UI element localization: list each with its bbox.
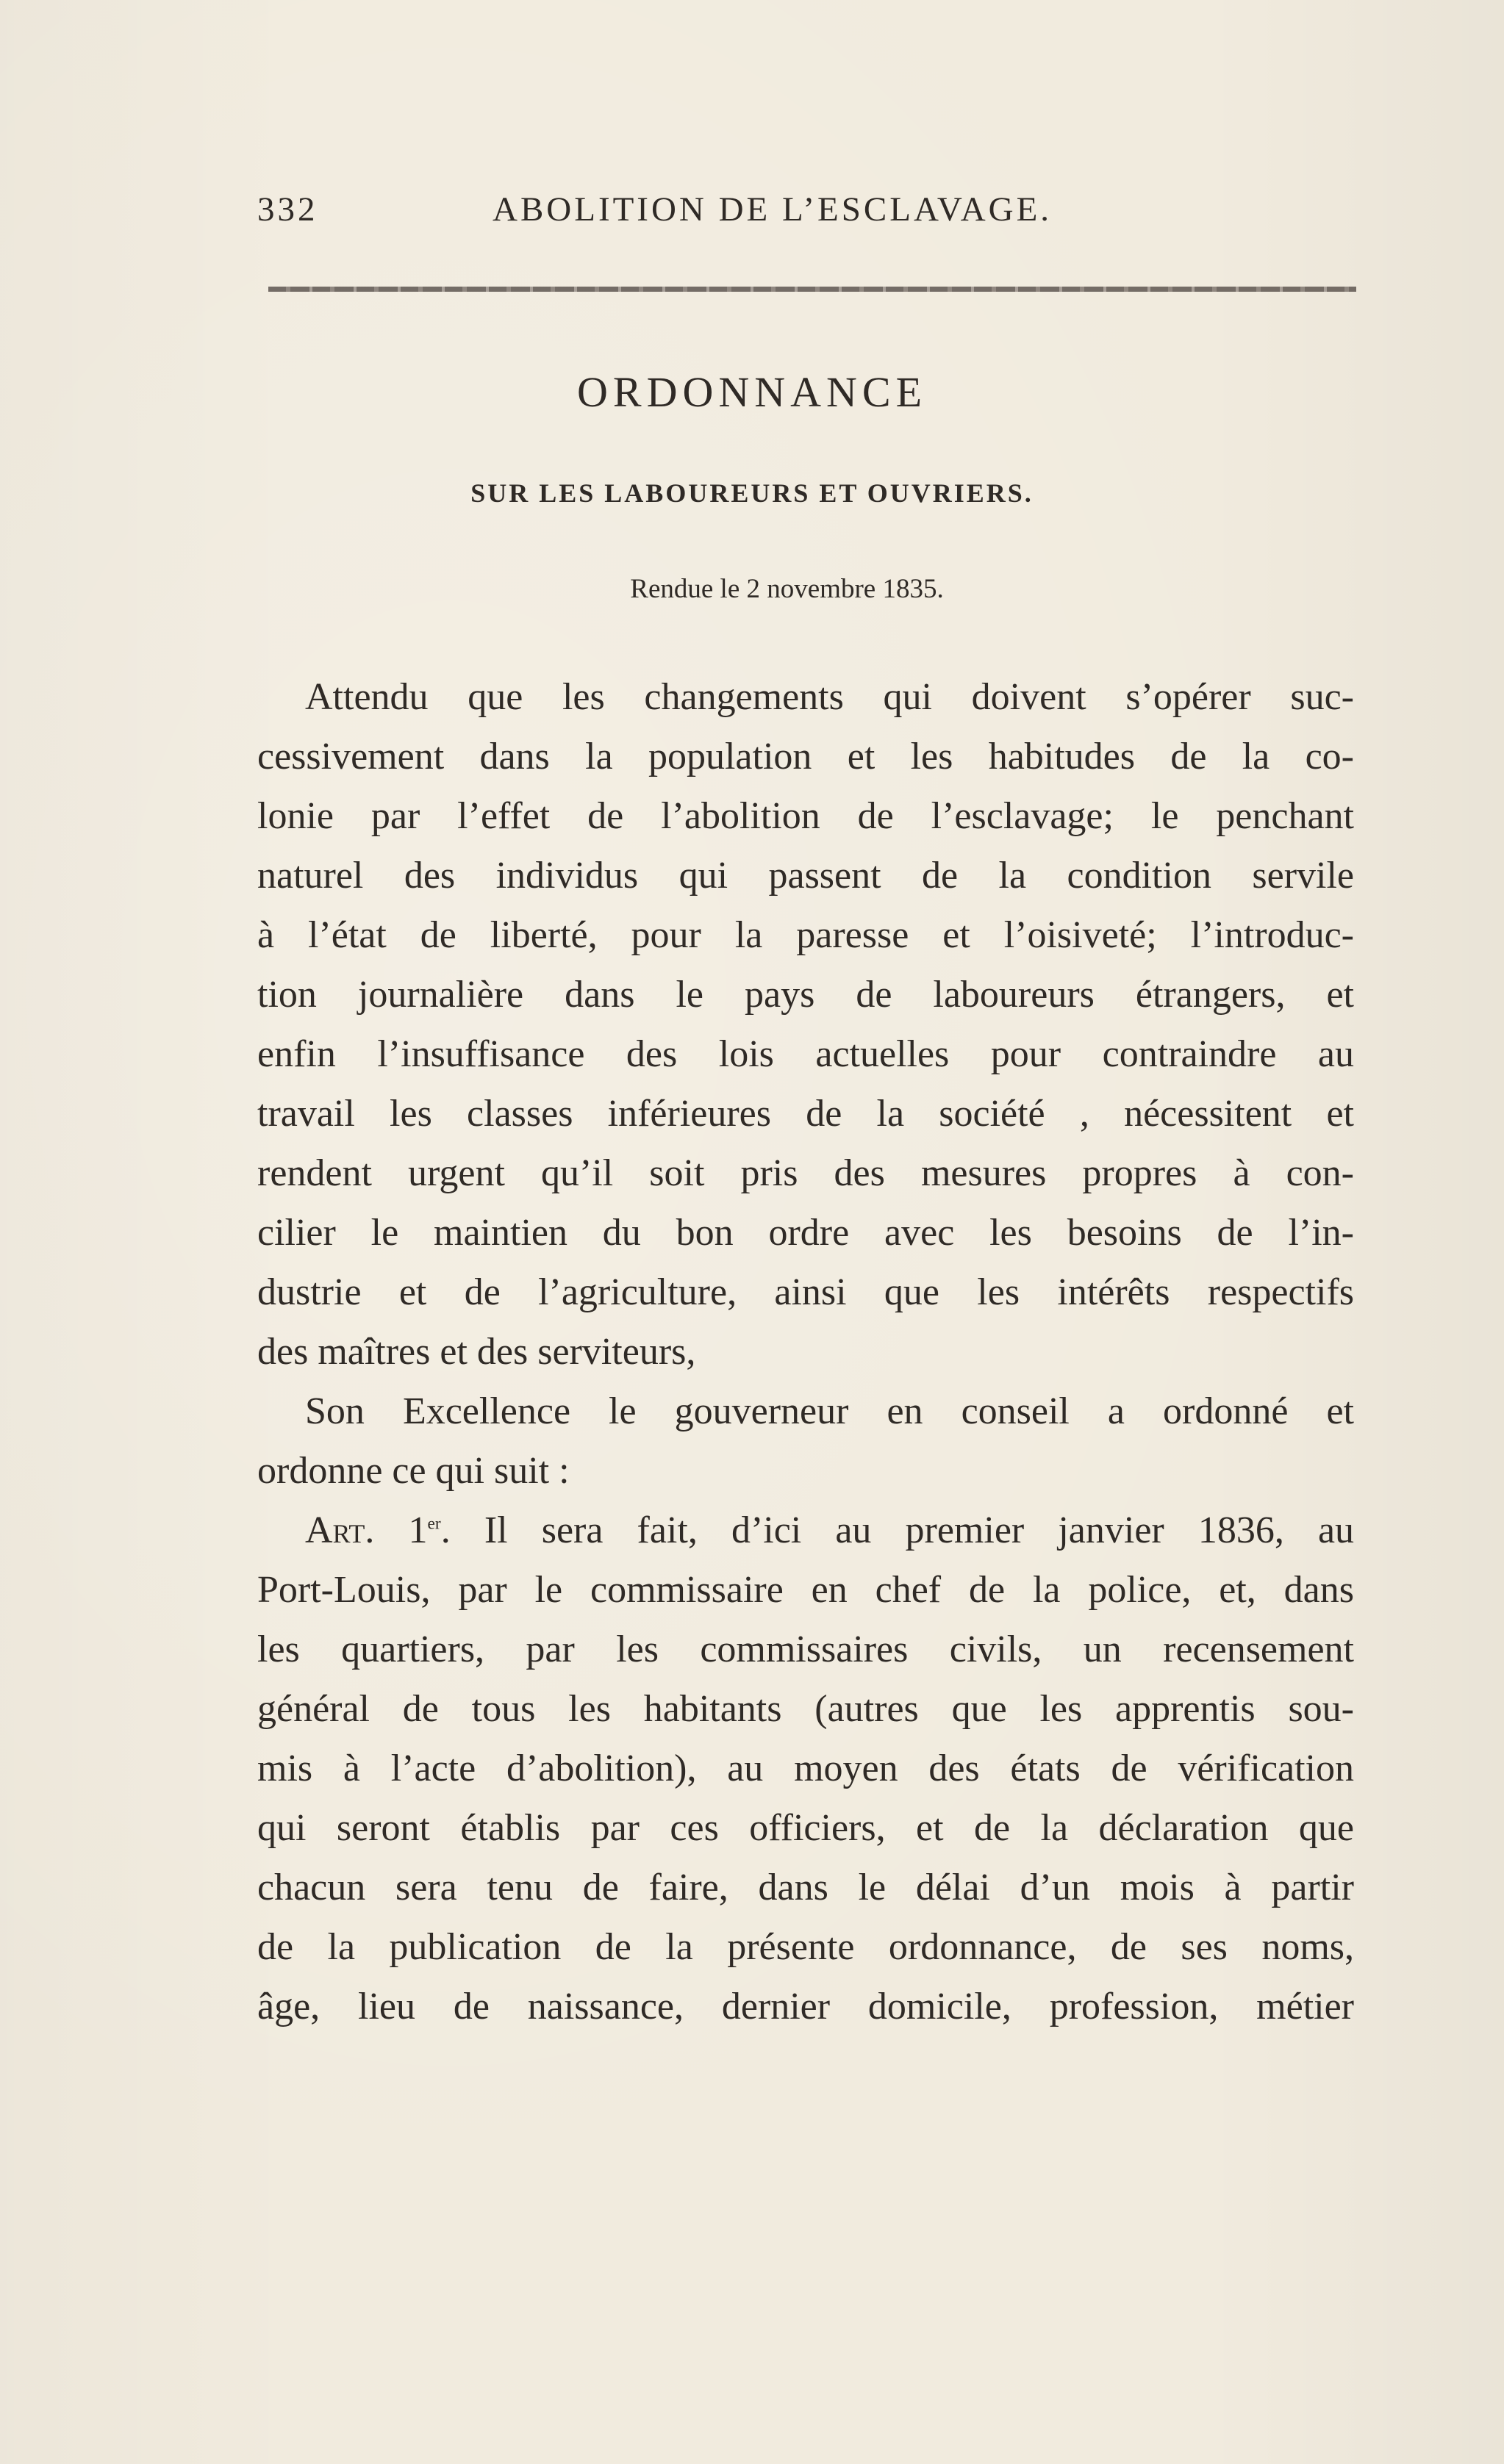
article-line: Art. 1er. Il sera fait, d’ici au premier janvier 1836, au — [305, 1509, 1355, 1551]
text-line: mis à l’acte d’abolition), au moyen des états de vérification — [257, 1748, 1354, 1789]
running-header — [257, 190, 1353, 241]
text-line: tion journalière dans le pays de laboureurs étrangers, et — [257, 974, 1354, 1016]
text-line: ordonne ce qui suit : — [257, 1450, 570, 1492]
running-title: ABOLITION DE L’ESCLAVAGE. — [493, 190, 1053, 229]
page-number: 332 — [257, 190, 318, 229]
ordinance-subtitle: SUR LES LABOUREURS ET OUVRIERS. — [470, 478, 1034, 508]
ordinance-date: Rendue le 2 novembre 1835. — [630, 574, 944, 604]
text-line: de la publication de la présente ordonnance, de ses noms, — [257, 1926, 1354, 1968]
text-line: chacun sera tenu de faire, dans le délai d’un mois à partir — [257, 1867, 1354, 1908]
text-line: qui seront établis par ces officiers, et de la déclaration que — [257, 1807, 1354, 1849]
text-line: âge, lieu de naissance, dernier domicile, profession, métier — [257, 1986, 1354, 2027]
text-line: les quartiers, par les commissaires civils, un recensement — [257, 1628, 1354, 1670]
text-line: lonie par l’effet de l’abolition de l’esclavage; le penchant — [257, 795, 1354, 837]
text-line: dustrie et de l’agriculture, ainsi que les intérêts respectifs — [257, 1271, 1354, 1313]
text-line: cessivement dans la population et les habitudes de la co- — [257, 736, 1354, 777]
text-line: Attendu que les changements qui doivent s’opérer suc- — [305, 676, 1354, 718]
text-line: Port-Louis, par le commissaire en chef de la police, et, dans — [257, 1569, 1354, 1611]
text-line: travail les classes inférieures de la société , nécessitent et — [257, 1093, 1354, 1135]
article-text: Il sera fait, d’ici au premier janvier 1836, au — [484, 1509, 1355, 1551]
text-line: général de tous les habitants (autres que les apprentis sou- — [257, 1688, 1354, 1730]
text-line: rendent urgent qu’il soit pris des mesures propres à con- — [257, 1152, 1354, 1194]
article-number-suffix: er — [427, 1514, 441, 1534]
text-line: cilier le maintien du bon ordre avec les besoins de l’in- — [257, 1212, 1354, 1254]
ordinance-title: ORDONNANCE — [577, 368, 927, 416]
article-number: 1 — [408, 1509, 428, 1551]
article-label: Art. — [305, 1509, 375, 1551]
header-rule — [268, 287, 1356, 292]
text-line: naturel des individus qui passent de la condition servile — [257, 855, 1354, 897]
body-text — [257, 667, 1354, 2036]
text-line: enfin l’insuffisance des lois actuelles pour contraindre au — [257, 1033, 1354, 1075]
text-line: des maîtres et des serviteurs, — [257, 1331, 696, 1373]
text-line: Son Excellence le gouverneur en conseil a ordonné et — [305, 1390, 1354, 1432]
text-line: à l’état de liberté, pour la paresse et l’oisiveté; l’introduc- — [257, 914, 1354, 956]
